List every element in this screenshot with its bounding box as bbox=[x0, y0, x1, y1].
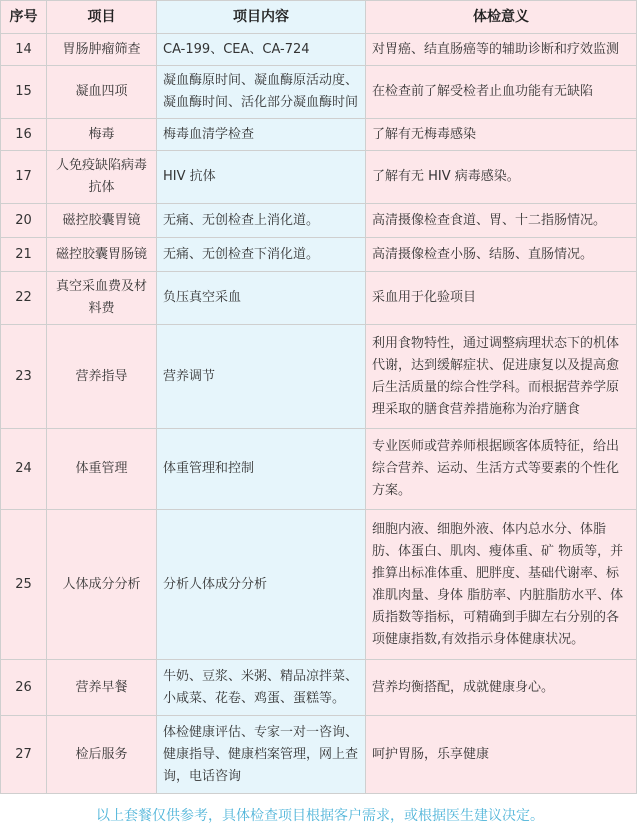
row-number: 17 bbox=[1, 151, 47, 204]
footer-note: 以上套餐仅供参考，具体检查项目根据客户需求，或根据医生建议决定。 bbox=[96, 808, 544, 824]
row-number: 15 bbox=[1, 66, 47, 119]
header-meaning: 体检意义 bbox=[366, 1, 637, 34]
row-number: 25 bbox=[1, 510, 47, 660]
row-content: HIV 抗体 bbox=[157, 151, 366, 204]
row-item: 磁控胶囊胃肠镜 bbox=[47, 238, 157, 272]
row-item: 凝血四项 bbox=[47, 66, 157, 119]
table-row bbox=[1, 272, 637, 325]
row-meaning: 在检查前了解受检者止血功能有无缺陷 bbox=[366, 66, 637, 119]
row-content: CA-199、CEA、CA-724 bbox=[157, 34, 366, 66]
table-row bbox=[1, 238, 637, 272]
header-item: 项目 bbox=[47, 1, 157, 34]
row-number: 24 bbox=[1, 429, 47, 510]
row-meaning: 对胃癌、结直肠癌等的辅助诊断和疗效监测 bbox=[366, 34, 637, 66]
row-item: 人体成分分析 bbox=[47, 510, 157, 660]
row-meaning: 高清摄像检查小肠、结肠、直肠情况。 bbox=[366, 238, 637, 272]
row-item: 检后服务 bbox=[47, 716, 157, 794]
row-item: 体重管理 bbox=[47, 429, 157, 510]
row-number: 22 bbox=[1, 272, 47, 325]
row-content: 负压真空采血 bbox=[157, 272, 366, 325]
table-row bbox=[1, 510, 637, 660]
row-meaning: 利用食物特性，通过调整病理状态下的机体代谢，达到缓解症状、促进康复以及提高愈后生活质量的综合性学科。而根据营养学原理采取的膳食营养措施称为治疗膳食 bbox=[366, 325, 637, 429]
row-content: 凝血酶原时间、凝血酶原活动度、凝血酶时间、活化部分凝血酶时间 bbox=[157, 66, 366, 119]
row-content: 梅毒血清学检查 bbox=[157, 119, 366, 151]
row-content: 无痛、无创检查下消化道。 bbox=[157, 238, 366, 272]
row-item: 营养指导 bbox=[47, 325, 157, 429]
row-content: 牛奶、豆浆、米粥、精品凉拌菜、小咸菜、花卷、鸡蛋、蛋糕等。 bbox=[157, 660, 366, 716]
row-number: 21 bbox=[1, 238, 47, 272]
row-item: 人免疫缺陷病毒抗体 bbox=[47, 151, 157, 204]
row-number: 23 bbox=[1, 325, 47, 429]
table-row bbox=[1, 716, 637, 794]
row-meaning: 了解有无 HIV 病毒感染。 bbox=[366, 151, 637, 204]
row-meaning: 采血用于化验项目 bbox=[366, 272, 637, 325]
row-content: 体重管理和控制 bbox=[157, 429, 366, 510]
header-content: 项目内容 bbox=[157, 1, 366, 34]
table-header-row bbox=[1, 1, 637, 34]
row-number: 20 bbox=[1, 204, 47, 238]
table-row bbox=[1, 119, 637, 151]
row-content: 无痛、无创检查上消化道。 bbox=[157, 204, 366, 238]
row-meaning: 呵护胃肠，乐享健康 bbox=[366, 716, 637, 794]
row-content: 体检健康评估、专家一对一咨询、健康指导、健康档案管理，网上查询，电话咨询 bbox=[157, 716, 366, 794]
row-item: 胃肠肿瘤筛查 bbox=[47, 34, 157, 66]
row-item: 磁控胶囊胃镜 bbox=[47, 204, 157, 238]
table-row bbox=[1, 34, 637, 66]
row-meaning: 了解有无梅毒感染 bbox=[366, 119, 637, 151]
table-row bbox=[1, 66, 637, 119]
row-meaning: 专业医师或营养师根据顾客体质特征，给出综合营养、运动、生活方式等要素的个性化方案。 bbox=[366, 429, 637, 510]
table-row bbox=[1, 660, 637, 716]
row-number: 16 bbox=[1, 119, 47, 151]
header-no: 序号 bbox=[1, 1, 47, 34]
row-item: 营养早餐 bbox=[47, 660, 157, 716]
row-meaning: 营养均衡搭配，成就健康身心。 bbox=[366, 660, 637, 716]
row-meaning: 细胞内液、细胞外液、体内总水分、体脂肪、体蛋白、肌肉、瘦体重、矿 物质等，并推算出标准体重、肥胖度、基础代谢率、标准肌肉量、身体 脂肪率、内脏脂肪水平、体质指数等指标，可精确到手脚左右分别的各项健康指数,有效指示身体健康状况。 bbox=[366, 510, 637, 660]
table-row bbox=[1, 325, 637, 429]
row-number: 27 bbox=[1, 716, 47, 794]
row-item: 梅毒 bbox=[47, 119, 157, 151]
table-row bbox=[1, 151, 637, 204]
table-row bbox=[1, 204, 637, 238]
row-content: 分析人体成分分析 bbox=[157, 510, 366, 660]
row-item: 真空采血费及材料费 bbox=[47, 272, 157, 325]
row-meaning: 高清摄像检查食道、胃、十二指肠情况。 bbox=[366, 204, 637, 238]
table-row bbox=[1, 429, 637, 510]
row-content: 营养调节 bbox=[157, 325, 366, 429]
row-number: 26 bbox=[1, 660, 47, 716]
row-number: 14 bbox=[1, 34, 47, 66]
